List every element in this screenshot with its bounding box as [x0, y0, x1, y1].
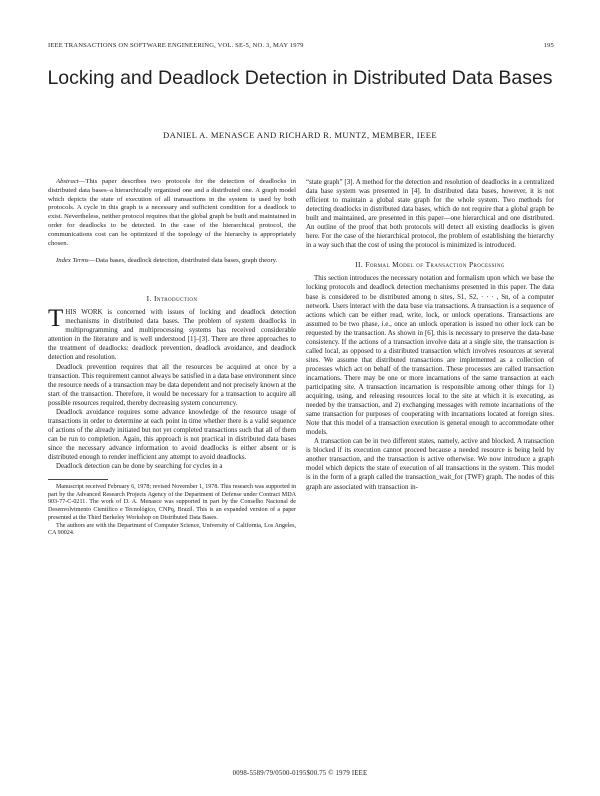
- intro-paragraph-2: Deadlock prevention requires that all the resources be acquired at once by a transaction. This requirement cannot always be satisfied in a data base environment since the resource needs of a transaction may be data dependent and not precisely known at the start of the transaction. Therefore, it would be necessary for a transaction to acquire all possible resources required, thereby decreasing system concurrency.: [48, 362, 296, 407]
- intro-paragraph-3: Deadlock avoidance requires some advance knowledge of the resource usage of transactions in order to determine at each point in time whether there is a valid sequence of actions of the already initiated but not yet completed transactions such that all of them can be run to completion. Again, this approach is not practical in distributed data bases since the necessary advance information to avoid deadlocks is either absent or is distributed enough to render inefficient any attempt to avoid deadlocks.: [48, 407, 296, 461]
- abstract-label: Abstract: [56, 178, 79, 185]
- index-terms: [48, 257, 296, 266]
- running-head: [48, 42, 554, 54]
- abstract-text: —This paper describes two protocols for the detection of deadlocks in distributed data bases–a hierarchically organized one and a distributed one. A graph model which depicts the state of execution of all transactions in the system is used by both protocols. A cycle in this graph is a necessary and sufficient condition for a deadlock to exist. Nevertheless, neither protocol requires that the global graph be built and maintained in order for deadlocks to be detected. In the case of the hierarchical protocol, the communications cost can be optimized if the topology of the hierarchy is appropriately chosen.: [48, 178, 296, 247]
- intro-paragraph-1-text: HIS WORK is concerned with issues of locking and deadlock detection mechanisms in distributed data bases. The problem of system deadlocks in multiprogramming and multiprocessing systems has received considerable attention in the literature and is well understood [1]–[3]. There are three approaches to the treatment of deadlocks: deadlock prevention, deadlock avoidance, and deadlock detection and resolution.: [48, 308, 296, 362]
- drop-cap: T: [48, 305, 64, 333]
- abstract-paragraph: [48, 178, 296, 248]
- section-heading-formal-model: II. Formal Model of Transaction Processing: [355, 260, 505, 270]
- left-column: [48, 178, 296, 538]
- footnote-affiliation: The authors are with the Department of Computer Science, University of California, Los Angeles, CA 90024.: [48, 522, 296, 537]
- intro-paragraph-4: Deadlock detection can be done by searching for cycles in a: [56, 462, 223, 471]
- formal-model-paragraph-2: A transaction can be in two different states, namely, active and blocked. A transaction is blocked if its execution cannot proceed because a needed resource is being held by another transaction, and the transaction is active otherwise. We now introduce a graph model which depicts the state of execution of all transactions in the system. This model is in the form of a graph called the transaction_wait_for (TWF) graph. The nodes of this graph are associated with transaction in-: [306, 437, 554, 491]
- footnote-manuscript: Manuscript received February 6, 1978; revised November 1, 1978. This research was supported in part by the Advanced Research Projects Agency of the Department of Defense under Contract MDA 903-77-C-0211. The work of D. A. Menasce was supported in part by the Conselho Nacional de Desenvolvimento Científico e Tecnológico, CNPq, Brazil. This is an expanded version of a paper presented at the Third Berkeley Workshop on Distributed Data Bases.: [48, 484, 296, 521]
- footnote-rule: [48, 479, 108, 480]
- section-heading-introduction: I. Introduction: [146, 294, 198, 304]
- copyright-line: 0098-5589/79/0500-0195$00.75 © 1979 IEEE: [232, 770, 368, 777]
- page-number: 195: [543, 42, 554, 49]
- author-line: DANIEL A. MENASCE AND RICHARD R. MUNTZ, MEMBER, IEEE: [163, 130, 437, 140]
- abstract: [48, 178, 296, 266]
- journal-name: IEEE TRANSACTIONS ON SOFTWARE ENGINEERING, VOL. SE-5, NO. 3, MAY 1979: [48, 42, 304, 49]
- right-column: [306, 178, 554, 492]
- formal-model-paragraph-1: This section introduces the necessary notation and formalism upon which we base the locking protocols and deadlock detection mechanisms presented in this paper. The data base is considered to be distributed among n sites, S1, S2, · · · , Sn, of a computer network. Users interact with the data base via transactions. A transaction is a sequence of actions which can be either read, write, lock, or unlock operations. Transactions are assumed to be two phase, i.e., once an unlock operation is issued no other lock can be requested by the transaction. As shown in [6], this is necessary to preserve the data-base consistency. If the actions of a transaction involve data at a single site, the transaction is called local, as opposed to a distributed transaction which involves resources at several sites. We assume that distributed transactions are implemented as a collection of processes which act on behalf of the transaction. These processes are called transaction incarnations. There may be one or more incarnations of the same transaction at each participating site. A transaction incarnation is responsible among other things for 1) acquiring, using, and releasing resources local to the site at which it is executing, as needed by the transaction, and 2) exchanging messages with remote incarnations of the same transaction for purposes of cooperating with incarnations located at foreign sites. Note that this model of a transaction execution is general enough to accommodate other models.: [306, 274, 554, 437]
- intro-paragraph-1: [48, 305, 296, 362]
- footnotes: [48, 484, 296, 538]
- index-terms-text: —Data bases, deadlock detection, distributed data bases, graph theory.: [88, 257, 278, 265]
- index-terms-label: Index Terms: [56, 257, 89, 265]
- intro-continuation: “state graph” [3]. A method for the detection and resolution of deadlocks in a centralized data base system was presented in [4]. In distributed data bases, however, it is not efficient to maintain a global state graph for the whole system. Two methods for detecting deadlocks in distributed data bases, which do not require that a global graph be built and maintained, are presented in this paper—one hierarchical and one distributed. An outline of the proof that both protocols will detect all existing deadlocks is given here. For the case of the hierarchical protocol, the problem of establishing the hierarchy in a way such that the cost of using the protocol is minimized is introduced.: [306, 178, 554, 250]
- paper-title: Locking and Deadlock Detection in Distributed Data Bases: [47, 67, 553, 89]
